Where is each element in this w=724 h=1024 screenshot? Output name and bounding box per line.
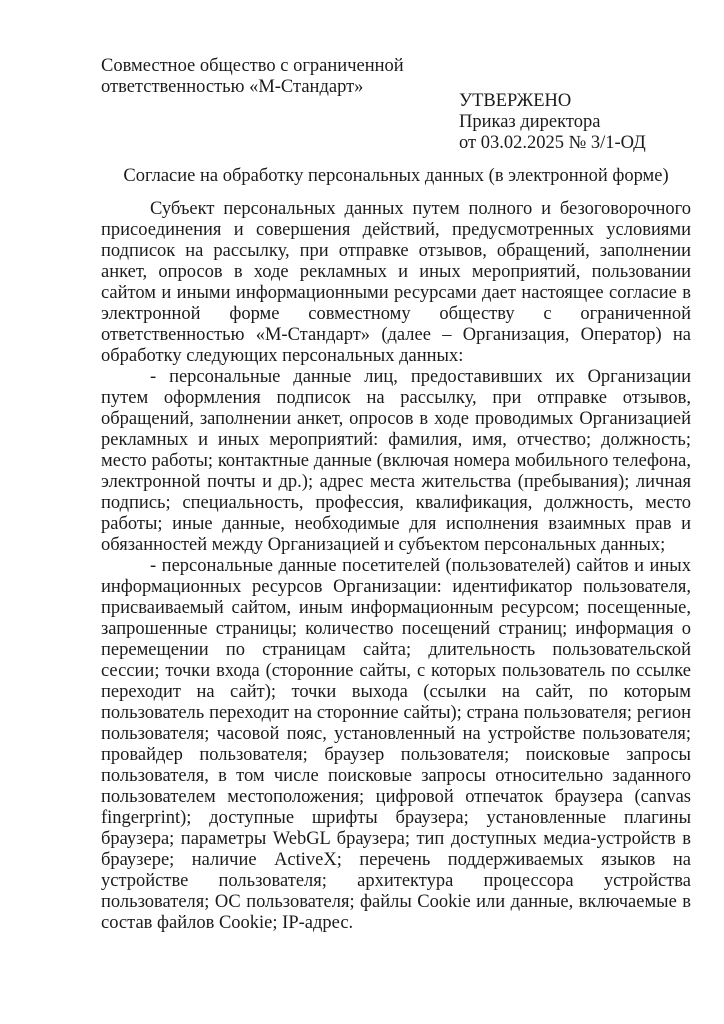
document-body	[101, 199, 691, 934]
body-paragraph-intro: Субъект персональных данных путем полного и безоговорочного присоединения и совершения действий, предусмотренных условиями подписок на рассылку, при отправке отзывов, обращений, заполнении анкет, опросов в ходе рекламных и иных мероприятий, пользовании сайтом и иными информационными ресурсами дает настоящее согласие в электронной форме совместному обществу с ограниченной ответственностью «М-Стандарт» (далее – Организация, Оператор) на обработку следующих персональных данных:	[101, 199, 691, 366]
document-title: Согласие на обработку персональных данных (в электронной форме)	[123, 166, 669, 186]
company-name: Совместное общество с ограниченной ответственностью «М-Стандарт»	[101, 56, 404, 97]
body-paragraph-site-visitors-data: - персональные данные посетителей (пользователей) сайтов и иных информационных ресурсов Организации: идентификатор пользователя, присваиваемый сайтом, иным информационным ресурсом; посещенные, запрошенные страницы; количество посещений страниц; информация о перемещении по страницам сайта; длительность пользовательской сессии; точки входа (сторонние сайты, с которых пользователь по ссылке переходит на сайт); точки выхода (ссылки на сайт, по которым пользователь переходит на сторонние сайты); страна пользователя; регион пользователя; часовой пояс, установленный на устройстве пользователя; провайдер пользователя; браузер пользователя; поисковые запросы пользователя, в том числе поисковые запросы относительно заданного пользователем местоположения; цифровой отпечаток браузера (canvas fingerprint); доступные шрифты браузера; установленные плагины браузера; параметры WebGL браузера; тип доступных медиа-устройств в браузере; наличие ActiveX; перечень поддерживаемых языков на устройстве пользователя; архитектура процессора устройства пользователя; ОС пользователя; файлы Cookie или данные, включаемые в состав файлов Cookie; IP-адрес.	[101, 556, 691, 933]
approval-stamp: УТВЕРЖЕНО	[459, 91, 572, 111]
approval-block	[459, 91, 699, 154]
approval-order-line: Приказ директора	[459, 112, 601, 132]
body-paragraph-subscribers-data: - персональные данные лиц, предоставивших их Организации путем оформления подписок на рассылку, при отправке отзывов, обращений, заполнении анкет, опросов в ходе проводимых Организацией рекламных и иных мероприятий: фамилия, имя, отчество; должность; место работы; контактные данные (включая номера мобильного телефона, электронной почты и др.); адрес места жительства (пребывания); личная подпись; специальность, профессия, квалификация, должность, место работы; иные данные, необходимые для исполнения взаимных прав и обязанностей между Организацией и субъектом персональных данных;	[101, 367, 691, 555]
approval-date-number: от 03.02.2025 № 3/1-ОД	[459, 133, 646, 153]
